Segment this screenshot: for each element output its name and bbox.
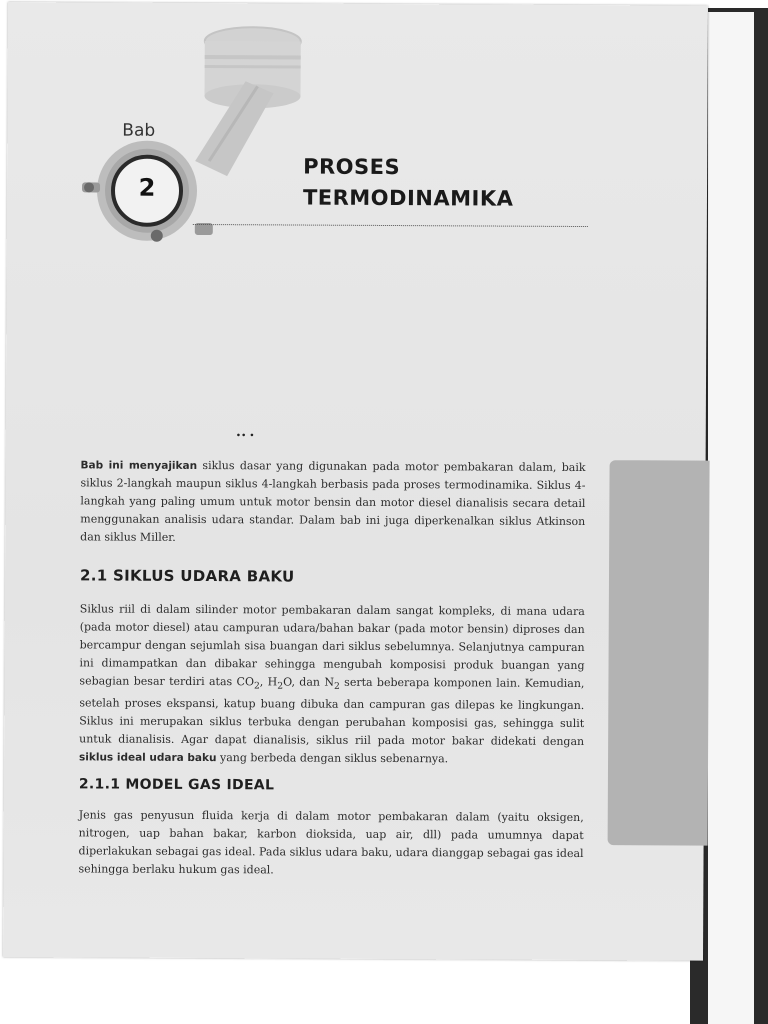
scanner-bed	[708, 12, 754, 1024]
intro-paragraph	[80, 456, 585, 549]
chapter-title-line2: TERMODINAMIKA	[302, 185, 514, 211]
subscript-co2: 2	[253, 680, 260, 692]
section-2-1-text-a: Siklus riil di dalam silinder motor pembakaran dalam sangat kompleks, di mana udara (pada motor diesel) atau campuran udara/bahan bakar (pada motor bensin) diproses dan bercampur dengan sejumlah sisa buangan dari siklus sebelumnya. Selanjutnya campuran ini dimampatkan dan dibakar sehingga mengubah komposisi produk buangan yang sebagian besar terdiri atas CO	[79, 602, 585, 689]
intro-text: siklus dasar yang digunakan pada motor pembakaran dalam, baik siklus 2-langkah maupun siklus 4-langkah berbasis pada proses termodinamika. Siklus 4-langkah yang paling umum untuk motor bensin dan motor diesel dianalisis secara detail menggunakan analisis udara standar. Dalam bab ini juga diperkenalkan siklus Atkinson dan siklus Miller.	[80, 458, 586, 544]
section-2-1-text-d: serta beberapa komponen lain. Kemudian, setelah proses ekspansi, katup buang dibuka dan campuran gas dilepas ke lingkungan. Siklus ini merupakan siklus terbuka dengan perubahan komposisi gas, sehingga sulit untuk dianalisis. Agar dapat dianalisis, siklus riil pada motor bakar didekati dengan	[79, 675, 585, 749]
section-heading-2-1-1: 2.1.1 MODEL GAS IDEAL	[78, 776, 275, 794]
chapter-label: Bab	[122, 120, 156, 141]
scan-speck: •• •	[235, 431, 255, 442]
page-side-tab	[608, 460, 710, 846]
chapter-number: 2	[138, 173, 156, 202]
section-2-1-paragraph	[79, 600, 585, 769]
section-heading-2-1: 2.1 SIKLUS UDARA BAKU	[79, 566, 295, 586]
section-2-1-1-paragraph: Jenis gas penyusun fluida kerja di dalam motor pembakaran dalam (yaitu oksigen, nitrogen, uap bahan bakar, karbon dioksida, uap air, dll) pada umumnya dapat diperlakukan sebagai gas ideal. Pada siklus udara baku, udara dianggap sebagai gas ideal sehingga berlaku hukum gas ideal.	[78, 808, 584, 877]
subscript-n2: 2	[333, 680, 340, 692]
section-2-1-text-e: yang berbeda dengan siklus sebenarnya.	[216, 751, 449, 766]
chapter-title	[303, 152, 514, 215]
section-2-1-text-b: , H	[259, 675, 278, 689]
intro-lead: Bab ini menyajikan	[80, 459, 198, 472]
piston-connecting-rod-icon	[77, 10, 358, 251]
section-2-1-text-c: O, dan N	[283, 675, 335, 689]
document-page	[3, 2, 708, 961]
section-2-1-bold-term: siklus ideal udara baku	[79, 751, 217, 765]
chapter-title-line1: PROSES	[303, 154, 401, 180]
subscript-h2o: 2	[277, 680, 284, 692]
